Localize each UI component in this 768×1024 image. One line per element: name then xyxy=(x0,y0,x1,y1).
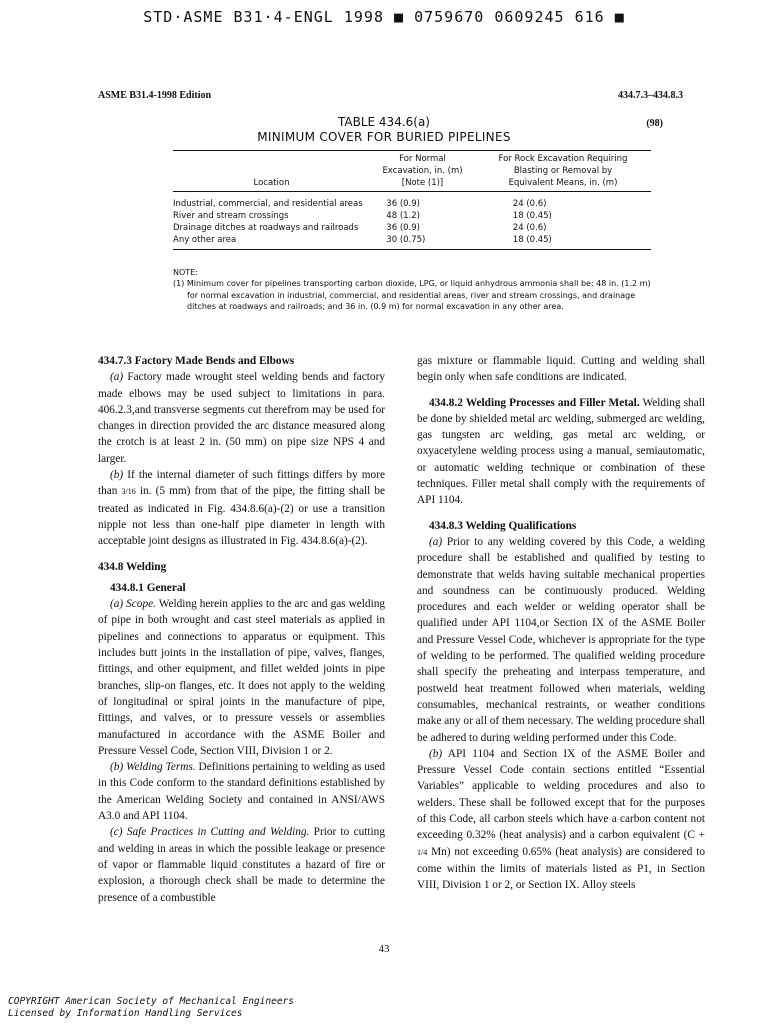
heading-434-8-2: 434.8.2 Welding Processes and Filler Metal. xyxy=(429,396,640,409)
heading-434-8-1: 434.8.1 General xyxy=(110,581,186,594)
document-stamp xyxy=(0,8,768,26)
section-range: 434.7.3–434.8.3 xyxy=(618,90,683,101)
right-column xyxy=(417,353,705,894)
cell-rock: 18 (0.45) xyxy=(512,235,552,245)
table-bottom-rule xyxy=(173,249,651,250)
cell-rock: 18 (0.45) xyxy=(512,211,552,221)
paragraph-434-7-3-b xyxy=(98,467,385,549)
revision-mark: (98) xyxy=(646,118,663,129)
heading-434-7-3: 434.7.3 Factory Made Bends and Elbows xyxy=(98,355,295,367)
note-label: NOTE: xyxy=(173,268,198,277)
para-label: (b) xyxy=(110,469,124,482)
table-row xyxy=(173,222,651,234)
col-header-rock-line1: For Rock Excavation Requiring xyxy=(498,154,628,164)
col-header-normal-line2: Excavation, in. (m) xyxy=(382,166,463,176)
paragraph-434-8-3-b xyxy=(417,746,705,894)
table-row xyxy=(173,210,651,222)
fraction: 3/16 xyxy=(121,487,136,497)
page-number: 43 xyxy=(378,943,390,955)
para-text: If the internal diameter of such fittings differs by more than xyxy=(98,469,385,498)
paragraph-scope xyxy=(98,596,385,759)
stamp-code: STD·ASME B31·4-ENGL 1998 xyxy=(143,8,384,26)
para-text: API 1104 and Section IX of the ASME Boiler and Pressure Vessel Code contain sections entitled “Essential Variables” applicable to welding procedures and also to welders. These shall be followed except that for the purposes of this Code, all carbon steels which have a carbon content not exceeding 0.32% (heat analysis) and a carbon equivalent (C + xyxy=(417,747,705,842)
cell-location: River and stream crossings xyxy=(173,211,289,221)
paragraph-434-8-2 xyxy=(417,395,705,509)
col-header-rock xyxy=(475,153,651,189)
para-label: (a) Scope. xyxy=(110,598,156,611)
para-text: Prior to cutting and welding in areas in which the possible leakage or presence of vapor or flammable liquid constitutes a hazard of fire or explosion, a thorough check shall be made to determine the presence of a combustible xyxy=(98,826,385,904)
table-row xyxy=(173,234,651,246)
left-column xyxy=(98,353,385,906)
copyright-footer xyxy=(8,996,294,1020)
col-header-normal xyxy=(370,153,475,189)
col-header-rock-line2: Blasting or Removal by xyxy=(513,166,613,176)
heading-434-8: 434.8 Welding xyxy=(98,560,167,573)
paragraph-434-7-3-a xyxy=(98,369,385,467)
para-text: in. (5 mm) from that of the pipe, the fitting shall be treated as indicated in Fig. 434.8.6(a)-(2) or use a transition nipple not less than one-half pipe diameter in length with acceptable joint designs as illustrated in Fig. 434.8.6(a)-(2). xyxy=(98,485,386,548)
para-text: Definitions pertaining to welding as used in this Code conform to the standard definitions established by the American Welding Society and contained in ANSI/AWS A3.0 and API 1104. xyxy=(98,761,385,823)
col-header-rock-line3: Equivalent Means, in. (m) xyxy=(508,178,618,188)
para-text: Mn) not exceeding 0.65% (heat analysis) are considered to come within the limits of materials listed as P1, in Section VIII, Division 1 or 2, or Section IX. Alloy steels xyxy=(417,845,705,892)
cell-normal: 30 (0.75) xyxy=(386,235,426,245)
para-label: (b) xyxy=(429,747,443,760)
para-label: (b) Welding Terms. xyxy=(110,761,196,774)
para-text: Welding herein applies to the arc and gas welding of pipe in both wrought and cast steel materials as applied in pipelines and connections to apparatus or equipment. This includes butt joints in the installation of pipe, valves, flanges, fittings, and other equipment, and fillet welded joints in pipe branches, slip-on flanges, etc. It does not apply to the welding of longitudinal or spiral joints in the manufacture of pipe, fittings, and valves, or to pressure vessels or assemblies manufactured in accordance with the ASME Boiler and Pressure Vessel Code, Section VIII, Division 1 or 2. xyxy=(98,598,386,757)
para-label: (a) xyxy=(110,371,124,384)
cell-normal: 36 (0.9) xyxy=(386,199,420,209)
table-header-row xyxy=(173,151,651,191)
col-header-normal-line3: [Note (1)] xyxy=(401,178,444,188)
col-header-normal-line1: For Normal xyxy=(399,154,446,164)
para-label: (c) Safe Practices in Cutting and Welding. xyxy=(110,826,310,839)
stamp-number: 0759670 0609245 616 xyxy=(414,8,605,26)
table-row xyxy=(173,198,651,210)
para-text: Prior to any welding covered by this Code, a welding procedure shall be established and qualified by testing to demonstrate that welds having suitable mechanical properties and soundness can be continuously produced. Welding procedures and each welder or welding operator shall be qualified under API 1104,or Section IX of the ASME Boiler and Pressure Vessel Code, whichever is appropriate for the type of welding to be performed. The qualified welding procedure shall specify the preheating and interpass temperature, and postweld heat treatment followed when materials, welding consumables, mechanical restraints, or weather conditions make any or all of them necessary. The welding procedure shall be adhered to during welding performed under this Code. xyxy=(417,535,705,744)
table-notes xyxy=(173,267,651,313)
footer-line-2: Licensed by Information Handling Services xyxy=(8,1008,243,1019)
footer-line-1: COPYRIGHT American Society of Mechanical Engineers xyxy=(8,996,294,1007)
paragraph-434-8-3-a xyxy=(417,534,705,746)
cell-rock: 24 (0.6) xyxy=(512,223,547,233)
note-1: (1) Minimum cover for pipelines transporting carbon dioxide, LPG, or liquid anhydrous ammonia shall be: 48 in. (1.2 m) for normal excavation in industrial, commercial, and residential areas, river and stream crossings, and drainage ditches at roadways and railroads; and 36 in. (0.9 m) for normal excavation in any other area. xyxy=(173,279,651,312)
edition-label: ASME B31.4-1998 Edition xyxy=(98,90,212,101)
heading-434-8-3: 434.8.3 Welding Qualifications xyxy=(429,519,577,532)
para-text: Welding shall be done by shielded metal arc welding, submerged arc welding, gas tungsten arc welding, gas metal arc welding, or oxyacetylene welding process using a manual, semiautomatic, or automatic welding technique or combination of these techniques. Filler metal shall comply with the requirements of API 1104. xyxy=(417,396,705,507)
paragraph-welding-terms xyxy=(98,759,385,824)
cell-location: Industrial, commercial, and residential areas xyxy=(173,199,363,209)
minimum-cover-table xyxy=(173,150,651,250)
cell-location: Drainage ditches at roadways and railroads xyxy=(173,223,359,233)
paragraph-continued: gas mixture or flammable liquid. Cutting and welding shall begin only when safe conditions are indicated. xyxy=(417,355,705,384)
cell-normal: 36 (0.9) xyxy=(386,223,420,233)
paragraph-safe-practices xyxy=(98,824,385,905)
cell-normal: 48 (1.2) xyxy=(386,211,420,221)
para-label: (a) xyxy=(429,535,443,548)
cell-rock: 24 (0.6) xyxy=(512,199,547,209)
stamp-block-2: ■ xyxy=(614,8,625,26)
stamp-block-1: ■ xyxy=(394,8,405,26)
table-body xyxy=(173,192,651,249)
para-text: Factory made wrought steel welding bends and factory made elbows may be used subject to limitations in para. 406.2.3,and transverse segments cut therefrom may be used for changes in direction provided the arc distance measured along the crotch is at least 2 in. (50 mm) on pipe size NPS 4 and larger. xyxy=(98,371,385,465)
table-number: TABLE 434.6(a) xyxy=(338,115,430,129)
table-title: MINIMUM COVER FOR BURIED PIPELINES xyxy=(257,130,511,144)
cell-location: Any other area xyxy=(173,235,237,245)
col-header-location: Location xyxy=(253,178,290,188)
fraction: 1/4 xyxy=(417,847,428,857)
